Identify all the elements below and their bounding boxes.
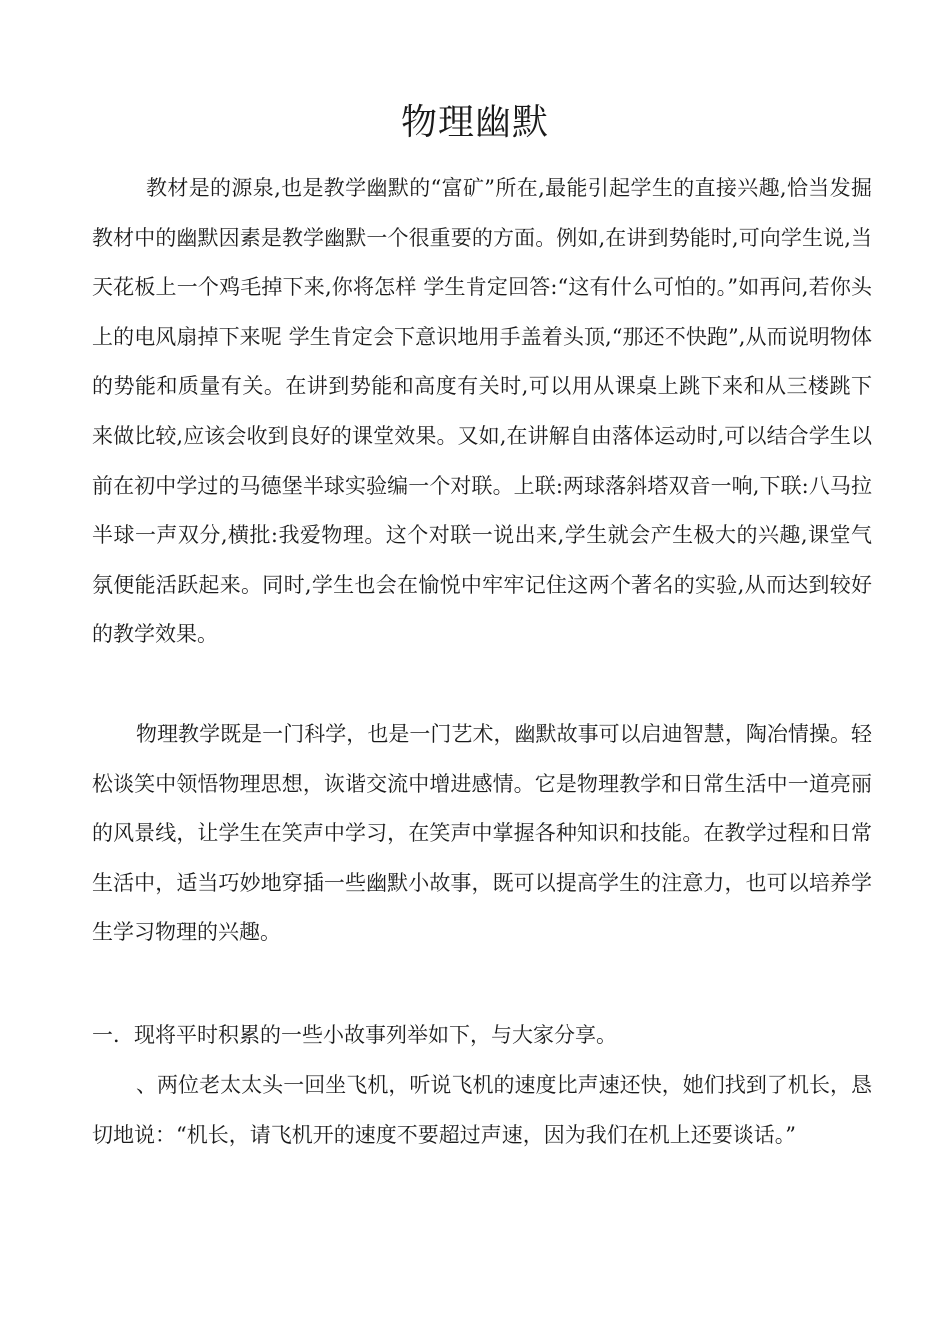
section-heading: 一．现将平时积累的一些小故事列举如下，与大家分享。 — [92, 1023, 617, 1047]
document-title: 物理幽默 — [400, 102, 549, 143]
teaching-paragraph: 物理教学既是一门科学，也是一门艺术，幽默故事可以启迪智慧，陶冶情操。轻松谈笑中领悟物理思想，诙谐交流中增进感情。它是物理教学和日常生活中一道亮丽的风景线，让学生在笑声中学习，在笑声中掌握各种知识和技能。在教学过程和日常生活中，适当巧妙地穿插一些幽默小故事，既可以提高学生的注意力，也可以培养学生学习物理的兴趣。 — [92, 722, 872, 945]
story-paragraph: 、两位老太太头一回坐飞机，听说飞机的速度比声速还快，她们找到了机长，恳切地说：“机长，请飞机开的速度不要超过声速，因为我们在机上还要谈话。” — [92, 1073, 872, 1147]
intro-paragraph: 教材是的源泉,也是教学幽默的“富矿”所在,最能引起学生的直接兴趣,恰当发掘教材中的幽默因素是教学幽默一个很重要的方面。例如,在讲到势能时,可向学生说,当天花板上一个鸡毛掉下来,你将怎样 学生肯定回答:“这有什么可怕的。”如再问,若你头上的电风扇掉下来呢 学生肯定会下意识地用手盖着头顶,“那还不快跑”,从而说明物体的势能和质量有关。在讲到势能和高度有关时,可以用从课桌上跳下来和从三楼跳下来做比较,应该会收到良好的课堂效果。又如,在讲解自由落体运动时,可以结合学生以前在初中学过的马德堡半球实验编一个对联。上联:两球落斜塔双音一响,下联:八马拉半球一声双分,横批:我爱物理。这个对联一说出来,学生就会产生极大的兴趣,课堂气氛便能活跃起来。同时,学生也会在愉悦中牢牢记住这两个著名的实验,从而达到较好的教学效果。 — [92, 176, 872, 647]
